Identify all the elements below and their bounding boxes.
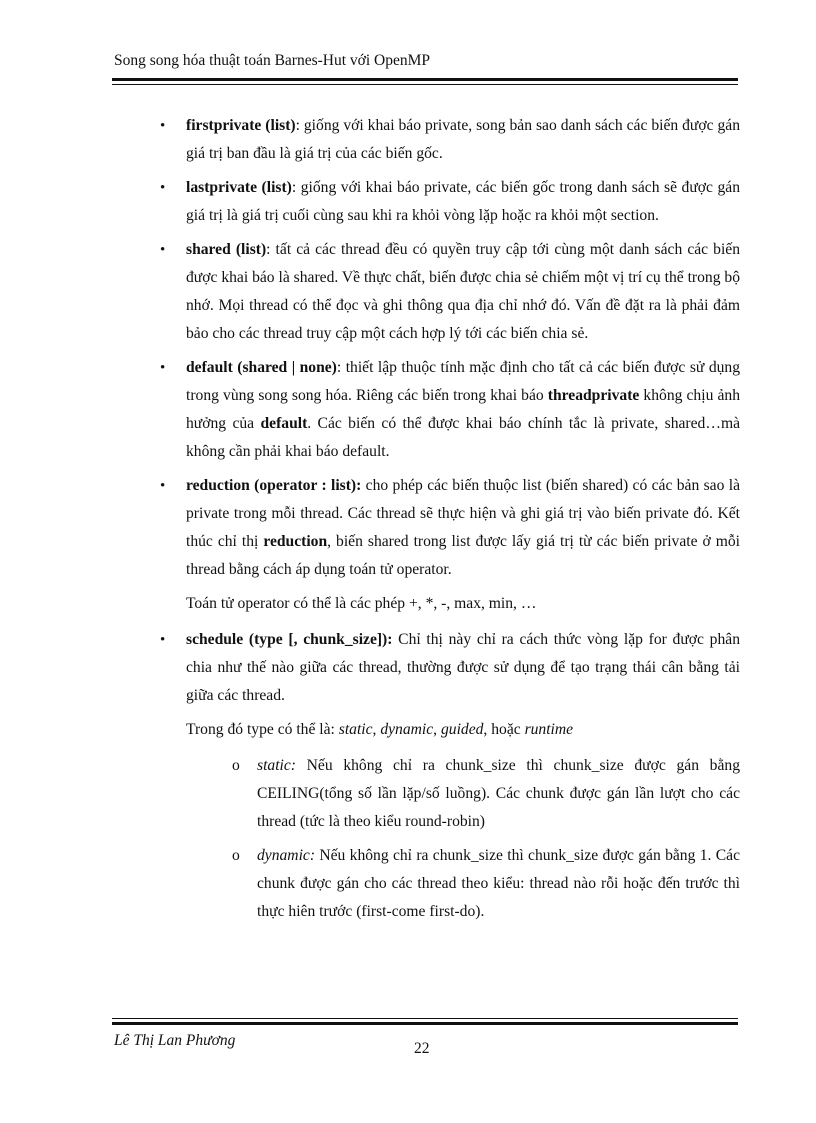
type-dynamic: dynamic (380, 721, 434, 738)
footer-rule-thin (112, 1018, 738, 1019)
bullet-default (160, 354, 740, 466)
bullet-reduction (160, 472, 740, 584)
page-number: 22 (414, 1040, 430, 1057)
bullet-text: , biến shared trong list được lấy giá trị từ các biến private ở mỗi thread bằng cách áp dụng toán tử operator. (186, 533, 740, 578)
bullet-term: firstprivate (list) (186, 117, 296, 134)
type-static: static (338, 721, 373, 738)
subitem-static (160, 752, 740, 836)
subitem-term: static: (257, 757, 296, 774)
bullet-keyword: reduction (263, 533, 328, 550)
bullet-icon: • (160, 360, 166, 376)
bullet-text: : tất cả các thread đều có quyền truy cập tới cùng một danh sách các biến được khai báo là shared. Về thực chất, biến được chia sẻ chiếm một vị trí cụ thể trong bộ nhớ. Mọi thread có thể đọc và ghi thông qua địa chỉ nhớ đó. Vấn đề đặt ra là phải đảm bảo cho các thread truy cập một cách hợp lý tới các biến chia sẻ. (186, 241, 740, 342)
bullet-term: default (shared | none) (186, 359, 337, 376)
bullet-term: schedule (type [, chunk_size]): (186, 631, 393, 648)
bullet-icon: • (160, 242, 166, 258)
bullet-term: shared (list) (186, 241, 267, 258)
footer-rule-thick (112, 1022, 738, 1025)
bullet-text: : thiết lập thuộc tính mặc định cho tất cả các biến được sử dụng trong vùng song song hóa. Riêng các biến trong khai báo (186, 359, 741, 404)
type-sep: , hoặc (483, 721, 525, 738)
bullet-icon: • (160, 478, 166, 494)
subitem-term: dynamic: (257, 847, 316, 864)
bullet-term: lastprivate (list) (186, 179, 292, 196)
header-rule-thin (112, 84, 738, 85)
bullet-lastprivate (160, 174, 740, 230)
bullet-text: . Các biến có thể được khai báo chính tắc là private, shared…mà không cần phải khai báo default. (186, 415, 740, 460)
bullet-icon: • (160, 632, 166, 648)
bullet-firstprivate (160, 112, 740, 168)
type-guided: guided (440, 721, 484, 738)
subitem-text: Nếu không chỉ ra chunk_size thì chunk_size được gán bằng 1. Các chunk được gán cho các thread theo kiểu: thread nào rỗi hoặc đến trước thì thực hiên trước (first-come first-do). (257, 847, 740, 920)
type-line (160, 716, 740, 744)
page-header-title: Song song hóa thuật toán Barnes-Hut với OpenMP (114, 52, 431, 69)
type-runtime: runtime (524, 721, 574, 738)
footer-author: Lê Thị Lan Phương (114, 1032, 236, 1049)
bullet-text: : giống với khai báo private, song bản sao danh sách các biến được gán giá trị ban đầu là giá trị của các biến gốc. (186, 117, 740, 162)
bullet-text: cho phép các biến thuộc list (biến shared) có các bản sao là private trong mỗi thread. Các thread sẽ thực hiện và ghi giá trị vào biến private đó. Kết thúc chỉ thị (186, 477, 740, 550)
type-prefix: Trong đó type có thể là: (186, 721, 339, 738)
bullet-icon: • (160, 180, 166, 196)
bullet-schedule (160, 626, 740, 710)
bullet-text: : giống với khai báo private, các biến gốc trong danh sách sẽ được gán giá trị là giá trị cuối cùng sau khi ra khỏi vòng lặp hoặc ra khỏi một section. (186, 179, 740, 224)
type-sep: , (372, 721, 381, 738)
bullet-icon: • (160, 118, 166, 134)
bullet-term: reduction (operator : list): (186, 477, 362, 494)
type-sep: , (433, 721, 441, 738)
header-rule-thick (112, 78, 738, 81)
page-body (160, 112, 740, 932)
bullet-keyword: default (260, 415, 308, 432)
bullet-shared (160, 236, 740, 348)
circle-bullet-icon: o (232, 757, 240, 774)
bullet-text: không chịu ảnh hưởng của (186, 387, 740, 432)
subitem-text: Nếu không chỉ ra chunk_size thì chunk_size được gán bằng CEILING(tổng số lần lặp/số luồng). Các chunk được gán lần lượt cho các thread (tức là theo kiểu round-robin) (257, 757, 740, 830)
circle-bullet-icon: o (232, 847, 240, 864)
bullet-text: Chỉ thị này chỉ ra cách thức vòng lặp for được phân chia như thế nào giữa các thread, thường được sử dụng để tạo trạng thái cân bằng tải giữa các thread. (186, 631, 740, 704)
bullet-keyword: threadprivate (547, 387, 640, 404)
subitem-dynamic (160, 842, 740, 926)
operator-note: Toán tử operator có thể là các phép +, *, -, max, min, … (186, 595, 537, 612)
